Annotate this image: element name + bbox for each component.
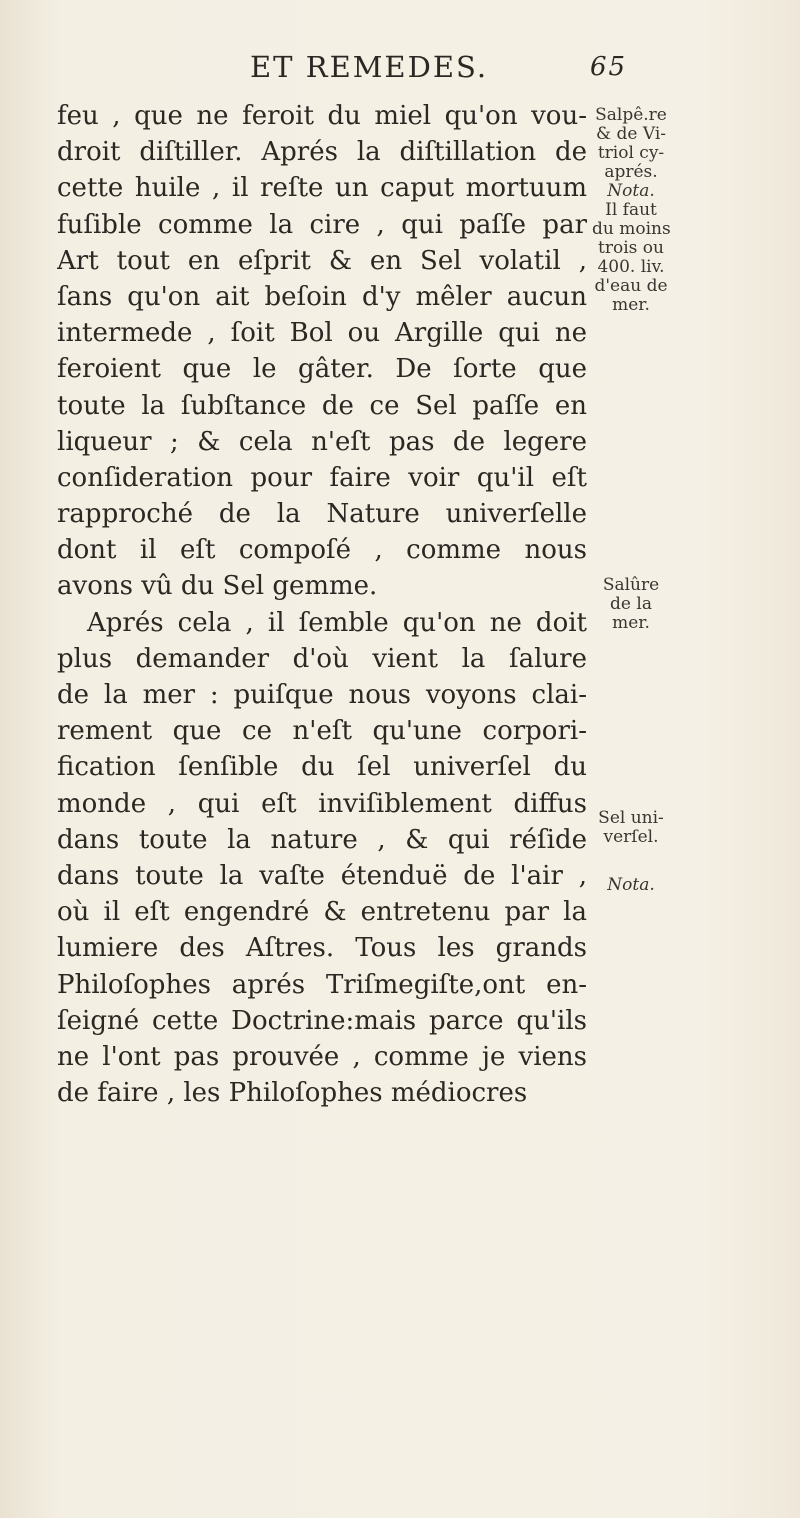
margin-note-line: d'eau de [594, 276, 668, 296]
margin-note-salure [592, 576, 670, 633]
margin-note-line: verſel. [603, 827, 659, 847]
text-line: liqueur ; & cela n'eſt pas de legere [57, 426, 587, 457]
text-line: droit diſtiller. Aprés la diſtillation de [57, 137, 587, 168]
text-line: où il eſt engendré & entretenu par la [57, 897, 587, 928]
text-line: rapproché de la Nature univerſelle [57, 499, 587, 530]
body-text [57, 98, 587, 1111]
margin-note-line: Nota. [607, 875, 655, 895]
text-line: dans toute la vaſte étenduë de l'air , [57, 860, 587, 891]
text-line: de faire , les Philoſophes médiocres [57, 1078, 528, 1109]
text-line: lumiere des Aſtres. Tous les grands [57, 933, 587, 964]
margin-note-line: du moins [592, 219, 671, 239]
text-line: Philoſophes aprés Triſmegiſte,ont en- [57, 969, 587, 1000]
margin-note-sel-universel [592, 809, 670, 847]
text-line: Art tout en eſprit & en Sel volatil , [57, 245, 587, 276]
margin-note-line: aprés. [604, 162, 658, 182]
text-line: fuſible comme la cire , qui paſſe par [57, 209, 587, 240]
text-line: feroient que le gâter. De ſorte que [57, 354, 587, 385]
margin-note-line: triol cy- [597, 143, 665, 163]
text-line: feu , que ne feroit du miel qu'on vou- [57, 101, 587, 131]
text-line: dont il eſt compoſé , comme nous [57, 535, 587, 566]
margin-note-line: mer. [612, 295, 650, 315]
margin-note-line: de la [610, 594, 652, 614]
page-number: 65 [590, 52, 628, 82]
margin-note-line: 400. liv. [597, 257, 665, 277]
text-line: intermede , ſoit Bol ou Argille qui ne [57, 318, 587, 349]
margin-note-line: & de Vi- [595, 124, 667, 144]
running-title: ET REMEDES. [250, 50, 489, 84]
text-line: de la mer : puiſque nous voyons clai- [57, 680, 587, 710]
text-line: cette huile , il reſte un caput mortuum [57, 173, 587, 204]
margin-note-line: Sel uni- [598, 808, 664, 828]
text-line: dans toute la nature , & qui réſide [57, 824, 587, 855]
margin-note-line: Nota. [607, 181, 655, 201]
text-line: conſideration pour faire voir qu'il eſt [57, 462, 587, 493]
text-line: ne l'ont pas prouvée , comme je viens [57, 1041, 587, 1072]
text-line: toute la ſubſtance de ce Sel paſſe en [57, 390, 587, 421]
text-line: avons vû du Sel gemme. [57, 571, 378, 602]
text-line: ſeigné cette Doctrine:mais parce qu'ils [57, 1005, 587, 1036]
margin-note-line: Salpê.re [595, 105, 667, 125]
text-line: plus demander d'où vient la ſalure [57, 643, 587, 674]
margin-note-line: trois ou [598, 238, 664, 258]
page-header [250, 50, 670, 90]
text-line: monde , qui eſt inviſiblement diffus [57, 788, 587, 819]
margin-note-nota [592, 182, 670, 315]
text-line: fication ſenſible du ſel univerſel du [57, 752, 587, 783]
text-line: Aprés cela , il ſemble qu'on ne doit [87, 607, 587, 638]
margin-note-nota-2 [592, 876, 670, 895]
text-line: rement que ce n'eſt qu'une corpori- [57, 716, 587, 747]
margin-note-salpetre [592, 106, 670, 182]
text-line: ſans qu'on ait beſoin d'y mêler aucun [57, 281, 587, 312]
margin-note-line: mer. [612, 613, 650, 633]
margin-note-line: Salûre [602, 575, 660, 595]
margin-note-line: Il faut [605, 200, 657, 220]
